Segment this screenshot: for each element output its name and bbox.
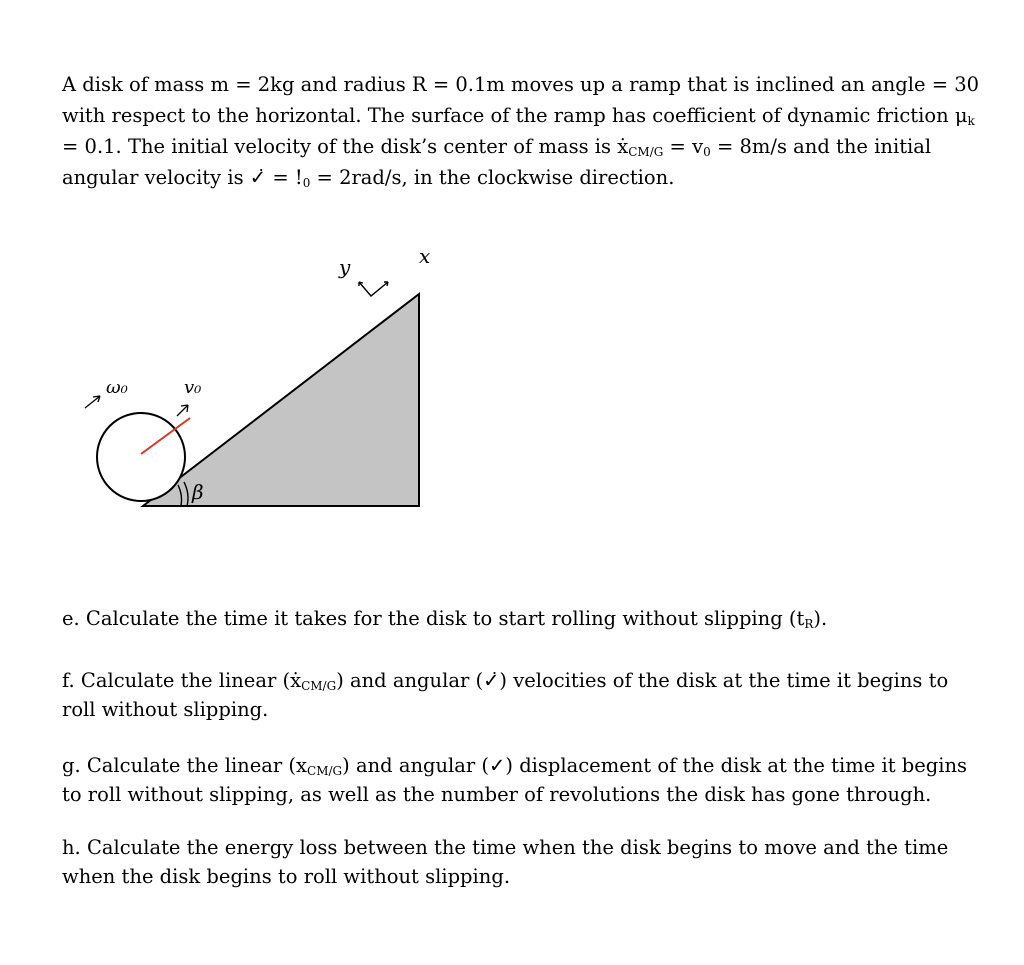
subscript: R (804, 617, 814, 631)
question-g (62, 751, 968, 809)
text-line: with respect to the horizontal. The surface of the ramp has coefficient of dynamic friction $\mu_k$ (62, 104, 975, 128)
question-f (62, 666, 962, 724)
omega0-label: ω₀ (106, 377, 128, 398)
v0-arrow-icon (177, 405, 188, 416)
y-axis-label: y (339, 255, 351, 279)
subscript: CM/G (301, 679, 337, 693)
text-line: = 0.1. The initial velocity of the disk’s center of mass is ẋ$_{CM/G}$ = $v_0 = 8m/s$ and the initial (62, 135, 932, 159)
subscript: CM/G (628, 145, 664, 159)
subscript: CM/G (307, 764, 343, 778)
axes-icon (359, 282, 388, 296)
text-line: angular velocity is ✓̇ = $!_0 = 2rad/s$, in the clockwise direction. (62, 166, 675, 190)
text-line: h. Calculate the energy loss between the time when the disk begins to move and the time (62, 836, 949, 859)
x-axis-label: x (419, 244, 431, 268)
question-e (62, 603, 962, 634)
angle-beta-label: β (192, 480, 204, 504)
subscript: 0 (703, 145, 711, 159)
ramp (143, 294, 419, 506)
text-line: when the disk begins to roll without slipping. (62, 865, 511, 888)
ramp-diagram (80, 240, 440, 520)
disk (97, 413, 185, 501)
text-line: to roll without slipping, as well as the number of revolutions the disk has gone through. (62, 783, 932, 806)
question-h (62, 833, 962, 891)
subscript: 0 (302, 176, 311, 190)
text-line: f. Calculate the linear (ẋ$_{CM/G}$) and angular (✓̇) velocities of the disk at the time it begins to (62, 669, 949, 693)
text-line: e. Calculate the time it takes for the disk to start rolling without slipping $(t_R)$. (62, 607, 828, 631)
text-line: roll without slipping. (62, 698, 269, 721)
v0-label: v₀ (184, 377, 202, 398)
text-line: A disk of mass m = 2kg and radius R = 0.1m moves up a ramp that is inclined an angle = 30 (62, 73, 980, 96)
problem-statement (62, 69, 980, 193)
subscript: k (967, 114, 975, 128)
omega-arrow-icon (85, 396, 100, 408)
text-line: g. Calculate the linear $(x_{CM/G})$ and angular (✓) displacement of the disk at the time it begins (62, 754, 968, 778)
